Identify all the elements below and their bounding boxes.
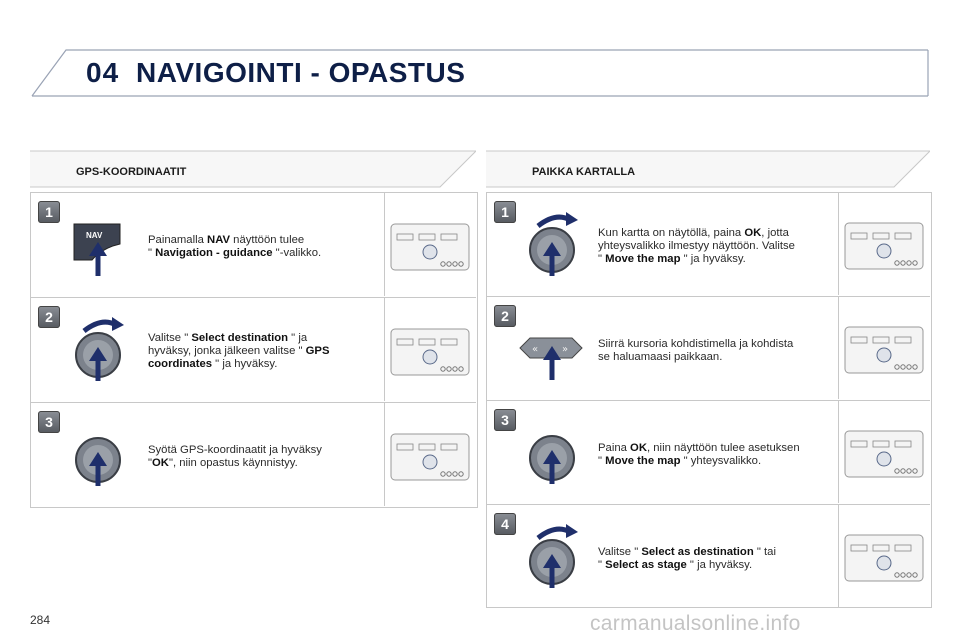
step-instruction-text: Painamalla NAV näyttöön tulee " Navigation - guidance "-valikko. (148, 234, 322, 259)
chapter-title: NAVIGOINTI - OPASTUS (136, 57, 466, 88)
footer-watermark: carmanualsonline.info (590, 612, 801, 635)
rotary-knob-press-icon (516, 418, 586, 488)
step-number-badge: 2 (38, 306, 60, 328)
control-panel-thumbnail (838, 193, 925, 295)
step-instruction-text: Kun kartta on näytöllä, paina OK, jotta yhteysvalikko ilmestyy näyttöön. Valitse " Move the map " ja hyväksy. (598, 227, 795, 265)
section-heading-label: PAIKKA KARTALLA (532, 166, 636, 178)
section-heading-map (486, 150, 930, 188)
step-number-badge: 3 (494, 409, 516, 431)
svg-text:NAV: NAV (86, 231, 103, 240)
bold-term: coordinates (148, 358, 213, 370)
section-heading-label: GPS-KOORDINAATIT (76, 166, 187, 178)
control-panel-thumbnail (838, 401, 925, 503)
bold-term: OK (152, 457, 169, 469)
rotary-knob-turn-icon (516, 210, 586, 280)
bold-term: GPS (305, 345, 330, 357)
bold-term: Move the map (605, 455, 681, 467)
directional-pad-icon (516, 314, 586, 384)
control-panel-thumbnail (838, 505, 925, 607)
chapter-number: 04 (86, 57, 120, 88)
bold-term: Select as destination (641, 546, 754, 558)
step-instruction-text: Valitse " Select destination " ja hyväksy, jonka jälkeen valitse " GPS coordinates " ja hyväksy. (148, 332, 330, 370)
step-instruction-text: Valitse " Select as destination " tai " Select as stage " ja hyväksy. (598, 546, 776, 571)
bold-term: OK (630, 442, 647, 454)
svg-text:»: » (562, 344, 569, 355)
rotary-knob-turn-icon (516, 522, 586, 592)
svg-text:«: « (532, 344, 539, 355)
control-panel-thumbnail (384, 193, 471, 296)
bold-term: Select destination (191, 332, 289, 344)
bold-term: Move the map (605, 253, 681, 265)
nav-button-icon (62, 210, 132, 280)
bold-term: Navigation - guidance (155, 247, 273, 259)
page-number: 284 (30, 613, 51, 627)
step-number-badge: 1 (494, 201, 516, 223)
rotary-knob-turn-icon (62, 315, 132, 385)
chapter-header (0, 0, 960, 110)
bold-term: Select as stage (605, 559, 687, 571)
bold-term: NAV (207, 234, 231, 246)
rotary-knob-press-icon (62, 420, 132, 490)
control-panel-thumbnail (384, 403, 471, 506)
step-number-badge: 2 (494, 305, 516, 327)
step-instruction-text: Siirrä kursoria kohdistimella ja kohdista se haluamaasi paikkaan. (598, 338, 794, 363)
step-instruction-text: Syötä GPS-koordinaatit ja hyväksy "OK", niin opastus käynnistyy. (148, 444, 322, 469)
bold-term: OK (744, 227, 762, 239)
section-heading-gps (30, 150, 476, 188)
control-panel-thumbnail (384, 298, 471, 401)
step-instruction-text: Paina OK, niin näyttöön tulee asetuksen " Move the map " yhteysvalikko. (598, 442, 800, 467)
step-number-badge: 4 (494, 513, 516, 535)
step-number-badge: 1 (38, 201, 60, 223)
header-frame (0, 0, 960, 110)
step-number-badge: 3 (38, 411, 60, 433)
control-panel-thumbnail (838, 297, 925, 399)
